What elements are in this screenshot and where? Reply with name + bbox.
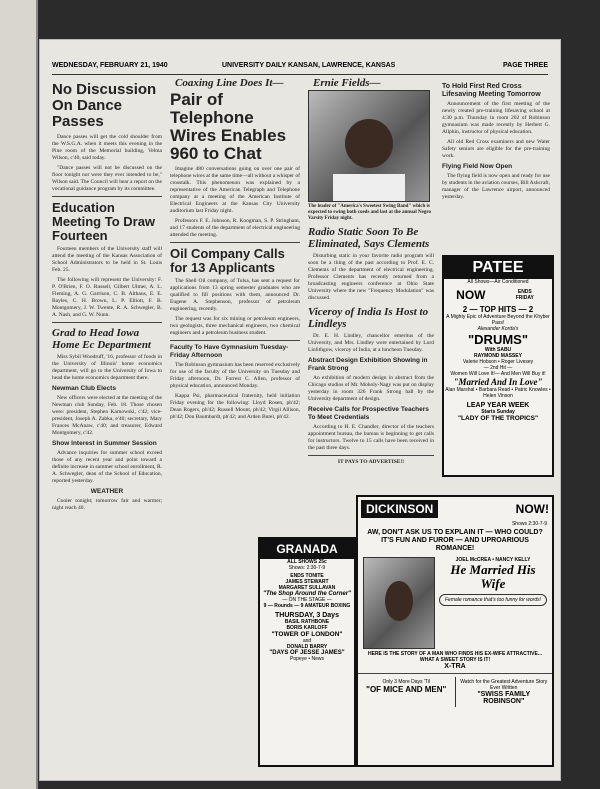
granada-amateur: 9 — Rounds — 9 AMATEUR BOXING xyxy=(263,603,351,609)
granada-cast1: JAMES STEWART xyxy=(285,579,329,585)
patee-now-row xyxy=(444,288,552,302)
dickinson-tagline: AW, DON'T ASK US TO EXPLAIN IT — WHO COULD? IT'S FUN AND FUROR — AND UPROARIOUS ROMANCE! xyxy=(367,529,543,552)
dickinson-title-block xyxy=(439,557,547,649)
granada-cast5: DONALD BARRY xyxy=(286,644,328,650)
column-2 xyxy=(170,77,300,424)
patee-subtitle: All Shows—Air Conditioned xyxy=(467,279,529,285)
dickinson-title: He Married His Wife xyxy=(450,562,536,591)
poster-face xyxy=(385,581,413,622)
photo-caption: The leader of "America's Sweetest Swing Band" which is expected to swing both coeds and last at the annual Negro Varsity Friday night. xyxy=(308,204,431,221)
adjacent-page-edge xyxy=(0,0,38,789)
header-paper: UNIVERSITY DAILY KANSAN, LAWRENCE, KANSAS xyxy=(222,62,396,69)
divider xyxy=(308,455,434,456)
article-text: Disturbing static in your favorite radio program will soon be a thing of the past according to Prof. E. C. Clements of the department of electrical engineering. Professor Clements has recently returned from a broadcasting engineers conference at Ohio State University where the new "Frequency Modulation" was discussed. xyxy=(308,253,434,301)
headline-prospective-teachers: Receive Calls for Prospective Teachers To Meet Credentials xyxy=(308,406,429,421)
headline-flying-field: Flying Field Now Open xyxy=(442,163,513,170)
article-text: Advance inquiries for summer school exceed those of any recent year and point toward a definite increase in summer school enrollment, R. A. Schwegler, dean of the School of Education, reported yesterday. xyxy=(52,450,162,484)
headline-dance-passes: No Discussion On Dance Passes xyxy=(52,81,157,130)
headline-oil-company: Oil Company Calls for 13 Applicants xyxy=(170,246,285,275)
article-text: The following will represent the University: F. P. O'Brien, F. O. Russell, Gilbert Ulmer, A. L. Fleming, A. G. Garrison, C. B. Althaus, E. E. Bayles, C. H. Brown, L. P. Elliott, F. B. Montgomery, J. W. Twente, R. A. Schwegler, B. A. Nash, and G. W. Nunn. xyxy=(52,277,162,318)
headline-summer-session: Show Interest in Summer Session xyxy=(52,440,157,447)
granada-logo: GRANADA xyxy=(260,539,354,559)
patee-now: NOW xyxy=(456,288,486,302)
dickinson-now: NOW! xyxy=(515,502,549,516)
article-text: Miss Sybil Woodruff, '16, professor of foods in the University of Illinois' home economics department, will go to the University of Iowa to head the home economics department there. xyxy=(52,354,162,381)
granada-title3: "DAYS OF JESSE JAMES" xyxy=(269,650,345,656)
patee-logo: PATEE xyxy=(444,257,552,279)
patee-title-drums: "DRUMS" xyxy=(468,332,528,347)
headline-newman-club: Newman Club Elects xyxy=(52,385,116,392)
article-text: The Robinson gymnasium has been reserved exclusively for use of the faculty of the University on Tuesday and Friday afternoon, Dr. Forrest C. Allen, professor of physical education, announced Monday. xyxy=(170,362,300,389)
granada-cast2: MARGARET SULLAVAN xyxy=(278,585,336,591)
dickinson-days: Only 3 More Days 'Til xyxy=(382,679,430,685)
dickinson-poster-photo xyxy=(363,557,435,649)
dickinson-mice-block xyxy=(358,677,456,707)
granada-title1: "The Shop Around the Corner" xyxy=(263,591,351,597)
article-text: According to H. E. Chandler, director of the teachers appointment bureau, the bureau is beginning to get calls for instructors. Twelve to 15 calls have been received in the past three days. xyxy=(308,424,434,451)
patee-cast2: Alan Marshal • Barbara Read • Patric Knowles • Helen Vinson xyxy=(445,387,551,399)
article-text: New officers were elected at the meeting of the Newman club Sunday, Feb. 18. Those chosen were: president, Stephen Karnowski, c'42; vice-president, Joseph A. Zabka, e'40; secretary, Mary Frances McAnaw, c'40; and treasurer, Edward Montgomery, c'42. xyxy=(52,395,162,436)
headline-faculty-gymnasium: Faculty To Have Gymnasium Tuesday-Friday Afternoon xyxy=(170,344,289,359)
patee-ends: ENDS FRIDAY xyxy=(515,289,534,301)
dickinson-stars: JOEL McCREA • NANCY KELLY xyxy=(455,557,531,563)
divider xyxy=(170,340,300,341)
patee-hits: 2 — TOP HITS — 2 xyxy=(462,305,534,314)
article-text: An exhibition of modern design in abstract from the Chicago studios of Mr. Moholy-Nagy was put on display yesterday in room 326 Frank Strong hall by the University department of design. xyxy=(308,375,434,402)
article-text: The request was for six mining or petroleum engineers, two geologists, three mechanical engineers, two chemical engineers and a petroleum business student. xyxy=(170,316,300,336)
dickinson-question: HERE IS THE STORY OF A MAN WHO FINDS HIS EX-WIFE ATTRACTIVE... WHAT A SWEET STORY IS IT! xyxy=(368,651,542,663)
granada-subtitle: ALL SHOWS 25c xyxy=(287,559,327,565)
article-text: Imagine 480 conversations going on over one pair of telephone wires at the same time—all without a whisper of crosstalk. This phenomenon was explained by a representative of the American Telegraph and Telephone company at a meeting of the American Institute of Electrical Engineers at the Kansas City University auditorium last Friday night. xyxy=(170,166,300,214)
dickinson-bubble: Female romance that's too funny for words! xyxy=(439,594,547,606)
kicker-ernie-fields: Ernie Fields— xyxy=(313,77,381,89)
article-text: Dance passes will get the cold shoulder from the W.S.G.A. when it meets this evening in the Pine room of the Memorial building, Velma Wilson, c'40, said today. xyxy=(52,134,162,161)
header-page-number: PAGE THREE xyxy=(503,62,548,69)
article-text: Announcement of the first meeting of the newly created pre-training lifesaving school at 4:30 p.m. Thursday in room 202 of Robinson gymnasium was made recently by Herbert G. Allphin, instructor of physical education. xyxy=(442,101,550,135)
granada-stage: — ON THE STAGE — xyxy=(282,597,332,603)
portrait-shirt xyxy=(333,174,405,202)
granada-extra: Popeye • News xyxy=(290,656,324,662)
divider xyxy=(52,322,162,323)
article-text: All old Red Cross examiners and new Water Safety seniors are eligible for the pre-training work. xyxy=(442,139,550,159)
article-text: The Shell Oil company, of Tulsa, has sent a request for applications from 13 spring semester graduates who are qualified to fill positions with them, announced Dr. Eugene A. Stephenson, professor of petroleum engineering, recently. xyxy=(170,278,300,312)
granada-shows: Shows: 2:30-7-9 xyxy=(288,565,326,571)
header-date: WEDNESDAY, FEBRUARY 21, 1940 xyxy=(52,62,168,69)
headline-red-cross: To Hold First Red Cross Lifesaving Meeting Tomorrow xyxy=(442,83,541,98)
granada-thursday: THURSDAY, 3 Days xyxy=(275,612,339,619)
dickinson-mice: "OF MICE AND MEN" xyxy=(366,685,447,694)
dickinson-swiss: "SWISS FAMILY ROBINSON" xyxy=(477,691,531,705)
article-text: The flying field is now open and ready for use by students in the aviation courses, Bill Ashcraft, manager of the Lawrence airport, announced yesterday. xyxy=(442,173,550,200)
divider xyxy=(358,673,552,674)
portrait-face xyxy=(345,119,393,169)
column-4 xyxy=(442,80,550,204)
dickinson-bottom-row xyxy=(358,677,552,707)
dickinson-feature xyxy=(363,557,547,649)
weather-heading: WEATHER xyxy=(90,488,124,495)
dickinson-xtra: X-TRA xyxy=(444,663,466,670)
patee-with-sabu: With SABU xyxy=(484,347,512,353)
dickinson-logo: DICKINSON xyxy=(361,500,438,518)
granada-title2: "TOWER OF LONDON" xyxy=(271,631,343,638)
column-1 xyxy=(52,80,162,515)
patee-second-hit: — 2nd Hit — xyxy=(483,365,513,371)
patee-title-married: "Married And In Love" xyxy=(453,377,543,387)
advertise-slogan: IT PAYS TO ADVERTISE!! xyxy=(337,459,405,465)
article-text: Professors F. E. Johnson, R. Koogman, S. P. Stringham, and 17 students of the department of electrical engineering attended the meeting. xyxy=(170,218,300,238)
newspaper-page xyxy=(40,40,560,780)
dickinson-swiss-block xyxy=(456,677,553,707)
weather-text: Cooler tonight; tomorrow fair and warmer; night reach 40. xyxy=(52,498,162,511)
patee-starts: Starts Sunday xyxy=(481,409,515,415)
patee-title-tropics: "LADY OF THE TROPICS" xyxy=(457,415,539,422)
patee-leap-year: LEAP YEAR WEEK xyxy=(466,402,530,409)
granada-theatre-ad xyxy=(258,537,356,767)
ernie-fields-photo xyxy=(308,90,430,202)
patee-line2: Alexander Korda's xyxy=(477,326,519,332)
headline-education-meeting: Education Meeting To Draw Fourteen xyxy=(52,200,156,243)
column-3 xyxy=(308,77,434,466)
headline-radio-static: Radio Static Soon To Be Eliminated, Says Clements xyxy=(308,226,430,250)
article-text: Kappa Psi, pharmaceutical fraternity, held initiation Friday evening for the following: Lloyd Rosen, ph'42; Dean Rogers, ph'42; Russell Mount, ph'42; Virgil Allison, ph'42; Don Baumbardt, ph'42; and Arden Butel, ph'42. xyxy=(170,393,300,420)
article-text: Fourteen members of the University staff will attend the meeting of the Kansas Association of School Administrators to be held in St. Louis Feb. 25. xyxy=(52,246,162,273)
patee-theatre-ad xyxy=(442,255,554,477)
granada-ends: ENDS TONITE xyxy=(290,573,324,579)
headline-viceroy-india: Viceroy of India Is Host to Lindleys xyxy=(308,306,429,330)
kicker-coaxing-line: Coaxing Line Does It— xyxy=(175,77,284,89)
granada-and: and xyxy=(302,638,312,644)
divider xyxy=(52,196,162,197)
patee-cast1b: Valerie Hobson • Roger Livesey xyxy=(462,359,534,365)
page-header xyxy=(52,62,548,75)
divider xyxy=(170,242,300,243)
dickinson-watch: Watch for the Greatest Adventure Story Ever Written xyxy=(460,679,548,691)
article-text: "Dance passes will not be discussed on the floor tonight nor were they ever intended to be," Wilson said. The Council will hear a report on the vocational guidance program by its committee. xyxy=(52,165,162,192)
granada-cast4: BORIS KARLOFF xyxy=(286,625,328,631)
patee-cast1: RAYMOND MASSEY xyxy=(474,353,522,359)
dickinson-top-row xyxy=(358,497,552,521)
article-text: Dr. E. H. Lindley, chancellor emeritus of the University, and Mrs. Lindley were entertained by Lord Linlithgow, viceroy of India, at a luncheon Tuesday. xyxy=(308,333,434,353)
headline-telephone-wires: Pair of Telephone Wires Enables 960 to Chat xyxy=(170,90,287,163)
patee-tagline: Women Will Love It!— And Men Will Buy it! xyxy=(450,371,546,377)
headline-abstract-design: Abstract Design Exhibition Showing in Frank Strong xyxy=(308,357,428,372)
granada-cast3: BASIL RATHBONE xyxy=(284,619,330,625)
patee-line1: A Mighty Epic of Adventure Beyond the Khyber Pass! xyxy=(446,314,550,326)
dickinson-shows: Shows 2:30-7-9 xyxy=(511,521,547,527)
headline-iowa-home-ec: Grad to Head Iowa Home Ec Department xyxy=(52,327,151,351)
dickinson-theatre-ad xyxy=(356,495,554,767)
